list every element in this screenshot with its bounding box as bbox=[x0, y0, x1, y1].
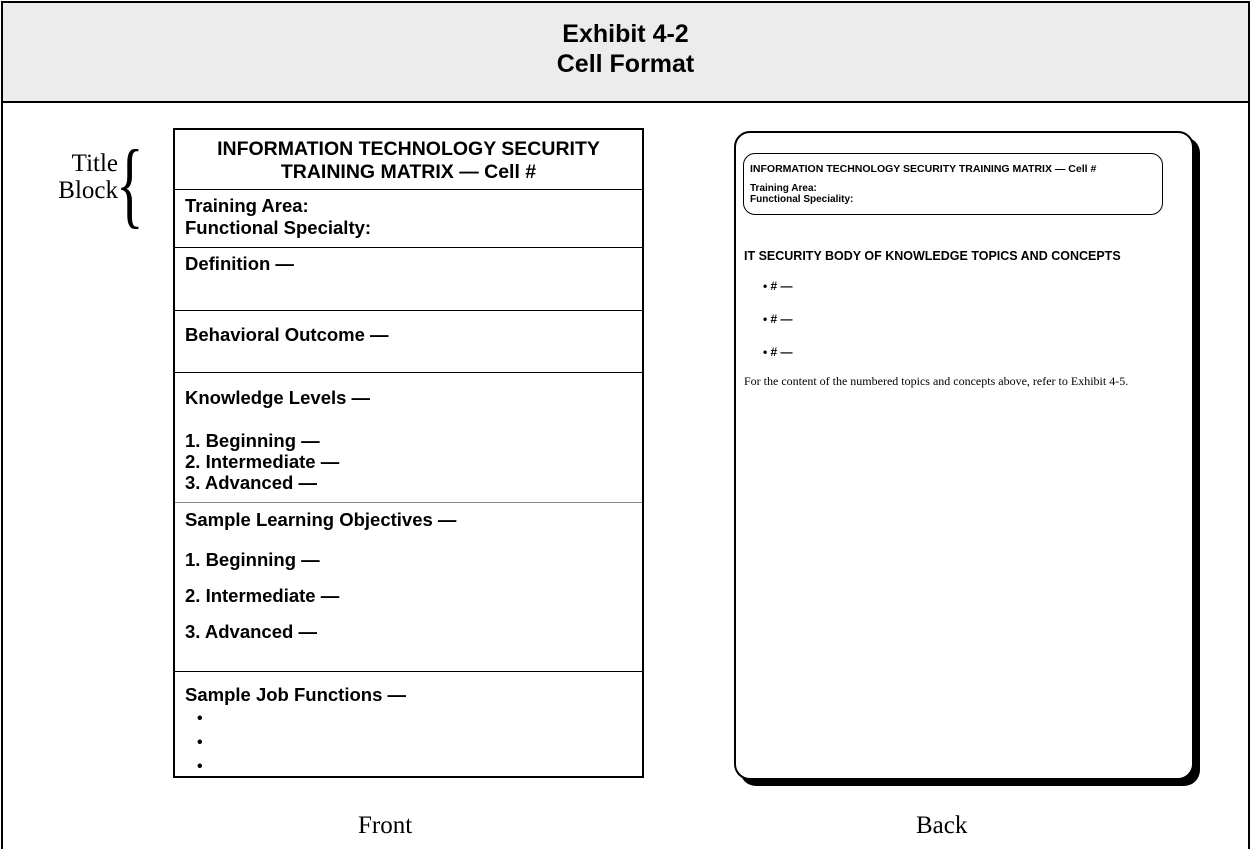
front-behavioral-outcome-section bbox=[175, 310, 642, 372]
front-title-line1: INFORMATION TECHNOLOGY SECURITY bbox=[217, 138, 600, 160]
front-knowledge-level-item: 1. Beginning — bbox=[185, 430, 320, 451]
front-knowledge-level-item: 3. Advanced — bbox=[185, 472, 317, 493]
front-knowledge-level-item: 2. Intermediate — bbox=[185, 451, 340, 472]
front-learning-objective-item: 2. Intermediate — bbox=[185, 585, 340, 606]
front-learning-objective-item: 3. Advanced — bbox=[185, 621, 317, 642]
front-caption: Front bbox=[358, 812, 413, 839]
exhibit-header bbox=[3, 3, 1248, 103]
front-knowledge-levels-heading: Knowledge Levels — bbox=[185, 387, 371, 408]
front-job-function-bullet: • bbox=[197, 758, 203, 775]
front-learning-objectives-section bbox=[175, 502, 642, 671]
front-job-functions-heading: Sample Job Functions — bbox=[185, 684, 406, 705]
front-title-line2: TRAINING MATRIX — Cell # bbox=[280, 161, 537, 183]
back-caption: Back bbox=[916, 812, 968, 839]
title-block-label bbox=[48, 150, 118, 204]
back-topic-item: • # — bbox=[763, 312, 793, 326]
back-topic-item: • # — bbox=[763, 345, 793, 359]
front-definition: Definition — bbox=[185, 253, 294, 274]
back-topics-heading: IT SECURITY BODY OF KNOWLEDGE TOPICS AND CONCEPTS bbox=[744, 249, 1121, 263]
front-job-function-bullet: • bbox=[197, 710, 203, 727]
back-reference-note: For the content of the numbered topics and concepts above, refer to Exhibit 4-5. bbox=[744, 374, 1129, 388]
title-block-label-line1: Title bbox=[71, 150, 118, 177]
front-learning-objectives-heading: Sample Learning Objectives — bbox=[185, 509, 457, 530]
back-title: INFORMATION TECHNOLOGY SECURITY TRAINING MATRIX — Cell # bbox=[750, 163, 1097, 175]
front-training-area: Training Area: bbox=[185, 195, 309, 216]
front-functional-specialty: Functional Specialty: bbox=[185, 217, 372, 238]
curly-brace-icon: { bbox=[116, 130, 144, 237]
front-card bbox=[173, 128, 644, 778]
front-definition-section bbox=[175, 247, 642, 311]
back-title-block bbox=[743, 153, 1163, 215]
back-training-area: Training Area: bbox=[750, 183, 817, 194]
front-job-function-bullet: • bbox=[197, 734, 203, 751]
front-job-functions-section bbox=[175, 671, 642, 776]
title-block-label-line2: Block bbox=[58, 177, 118, 204]
back-card bbox=[734, 131, 1194, 780]
back-topic-item: • # — bbox=[763, 279, 793, 293]
front-knowledge-levels-section bbox=[175, 372, 642, 502]
exhibit-number: Exhibit 4-2 bbox=[562, 20, 689, 48]
front-behavioral-outcome: Behavioral Outcome — bbox=[185, 324, 389, 345]
front-learning-objective-item: 1. Beginning — bbox=[185, 549, 320, 570]
exhibit-title: Cell Format bbox=[556, 50, 695, 78]
front-training-area-section bbox=[175, 189, 642, 249]
back-functional-speciality: Functional Speciality: bbox=[750, 194, 854, 205]
